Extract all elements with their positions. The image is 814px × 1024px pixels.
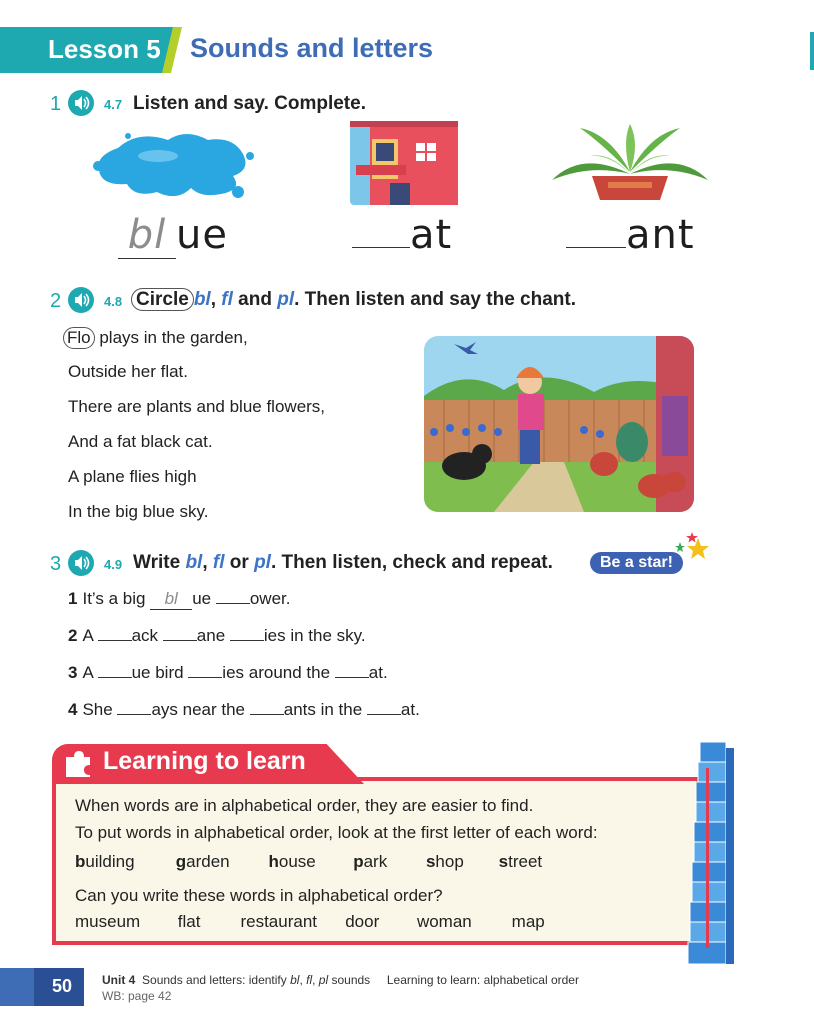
- learning-to-learn-title: Learning to learn: [103, 747, 306, 775]
- section-1-instruction: Listen and say. Complete.: [133, 93, 366, 114]
- example-word: park: [353, 852, 388, 871]
- section-3-number: 3: [50, 553, 62, 575]
- learning-text-1: When words are in alphabetical order, they are easier to find.: [75, 796, 534, 815]
- chant-line: In the big blue sky.: [68, 502, 209, 521]
- potted-plant-image: [550, 124, 710, 202]
- exercise-line-3: 3 A ue bird ies around the at.: [68, 663, 388, 682]
- exercise-line-4: 4 She ays near the ants in the at.: [68, 700, 420, 719]
- section-2-instruction: Circle bl, fl and pl. Then listen and say the chant.: [131, 289, 576, 311]
- answer-blank[interactable]: [188, 663, 222, 678]
- track-number: 4.8: [104, 294, 123, 309]
- example-word: shop: [425, 852, 464, 871]
- word-flat: at: [352, 212, 452, 258]
- speaker-icon: [68, 287, 94, 313]
- lesson-label: Lesson 5: [48, 34, 161, 64]
- task-word: museum: [75, 912, 141, 931]
- section-2-number: 2: [50, 290, 62, 312]
- answer-blank[interactable]: [216, 589, 250, 604]
- answer-blank[interactable]: [335, 663, 369, 678]
- section-3-instruction: Write bl, fl or pl. Then listen, check and repeat.: [133, 552, 553, 573]
- task-word: woman: [416, 912, 472, 931]
- answer-blank[interactable]: [98, 663, 132, 678]
- exercise-line-1: 1 It’s a big bl ue ower.: [68, 589, 291, 608]
- page-number: 50: [52, 976, 73, 996]
- edge-tab: [810, 32, 814, 70]
- example-word: street: [498, 852, 543, 871]
- puzzle-icon: [62, 749, 94, 779]
- learning-question: Can you write these words in alphabetical order?: [75, 886, 443, 905]
- chant-line: A plane flies high: [68, 467, 197, 486]
- speaker-icon: [68, 550, 94, 576]
- handwritten-hint: bl: [118, 212, 176, 259]
- task-word: flat: [177, 912, 201, 931]
- audio-speaker-icon[interactable]: [68, 287, 94, 313]
- answer-blank[interactable]: [117, 700, 151, 715]
- tower-of-blocks-illustration: [684, 738, 744, 968]
- blue-paint-splash-image: [88, 126, 258, 202]
- garden-illustration: [424, 336, 694, 512]
- footer-unit-description: Unit 4 Sounds and letters: identify bl, fl, pl sounds Learning to learn: alphabetical order: [102, 973, 579, 987]
- chant-line: Outside her flat.: [68, 362, 189, 381]
- answer-blank[interactable]: [566, 247, 626, 248]
- track-number: 4.9: [104, 557, 123, 572]
- task-word: map: [511, 912, 545, 931]
- example-words-row: [75, 852, 542, 872]
- answer-blank[interactable]: [250, 700, 284, 715]
- example-word: garden: [175, 852, 230, 871]
- example-word: building: [75, 852, 135, 871]
- star-icon: [670, 532, 710, 566]
- word-plant: ant: [566, 212, 695, 258]
- chant-line: There are plants and blue flowers,: [68, 397, 326, 416]
- answer-blank[interactable]: [98, 626, 132, 641]
- word-blue: bl ue: [118, 212, 228, 259]
- be-a-star-badge: Be a star!: [590, 552, 683, 574]
- answer-blank[interactable]: [367, 700, 401, 715]
- flat-building-image: [350, 121, 458, 205]
- answer-blank[interactable]: [230, 626, 264, 641]
- example-word: house: [268, 852, 316, 871]
- task-word: door: [345, 912, 380, 931]
- task-word: restaurant: [240, 912, 318, 931]
- answer-blank[interactable]: [352, 247, 410, 248]
- exercise-line-2: 2 A ack ane ies in the sky.: [68, 626, 366, 645]
- audio-speaker-icon[interactable]: [68, 90, 94, 116]
- track-number: 4.7: [104, 97, 123, 112]
- audio-speaker-icon[interactable]: [68, 550, 94, 576]
- learning-text-2: To put words in alphabetical order, look at the first letter of each word:: [75, 823, 598, 842]
- workbook-reference: WB: page 42: [102, 989, 172, 1003]
- page-title: Sounds and letters: [190, 33, 434, 63]
- chant-line: Flo plays in the garden,: [68, 327, 248, 349]
- chant-line: And a fat black cat.: [68, 432, 213, 451]
- handwritten-hint: bl: [150, 589, 192, 610]
- section-1-number: 1: [50, 93, 62, 115]
- speaker-icon: [68, 90, 94, 116]
- task-words-row: [75, 912, 545, 932]
- answer-blank[interactable]: [163, 626, 197, 641]
